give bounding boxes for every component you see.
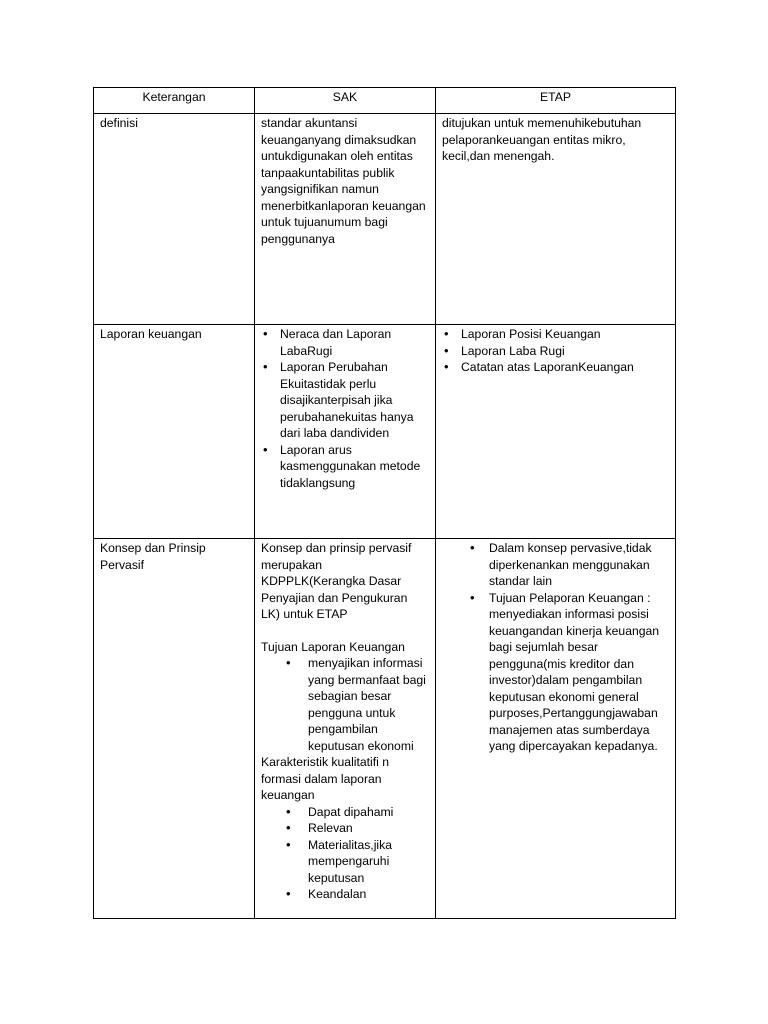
- table-header-row: [94, 88, 676, 114]
- sak-laporan-list: [261, 326, 429, 491]
- table-row: [94, 114, 676, 325]
- list-item: • menyajikan informasi yang bermanfaat bagi sebagian besar pengguna untuk pengambilan keputusan ekonomi: [283, 655, 429, 754]
- sak-karakteristik-title: Karakteristik kualitatifi n formasi dalam laporan keuangan: [261, 755, 390, 802]
- list-item: • Tujuan Pelaporan Keuangan : menyediakan informasi posisi keuangandan kinerja keuangan bagi sejumlah besar pengguna(mis kreditor dan investor)dalam pengambilan keputusan ekonomi general purposes,Pertanggungjawaban manajemen atas sumberdaya yang dipercayakan kepadanya.: [464, 590, 669, 755]
- etap-konsep-list: [464, 540, 669, 755]
- header-etap: ETAP: [436, 88, 676, 114]
- sak-tujuan-list: [283, 655, 429, 754]
- table-row: [94, 325, 676, 539]
- list-item: • Catatan atas LaporanKeuangan: [442, 359, 669, 376]
- etap-laporan-keuangan: [436, 325, 676, 539]
- sak-karakteristik-list: [283, 804, 429, 903]
- header-keterangan: Keterangan: [94, 88, 255, 114]
- header-sak: SAK: [255, 88, 436, 114]
- row-label-laporan-keuangan: Laporan keuangan: [94, 325, 255, 539]
- row-label-konsep-prinsip: Konsep dan Prinsip Pervasif: [94, 539, 255, 919]
- etap-definisi: ditujukan untuk memenuhikebutuhan pelaporankeuangan entitas mikro, kecil,dan menengah.: [436, 114, 676, 325]
- list-item: • Laporan arus kasmenggunakan metode tidaklangsung: [261, 442, 429, 492]
- list-item: • Laporan Perubahan Ekuitastidak perlu disajikanterpisah jika perubahanekuitas hanya dari laba dandividen: [261, 359, 429, 442]
- list-item: • Neraca dan Laporan LabaRugi: [261, 326, 429, 359]
- list-item: • Dapat dipahami: [283, 804, 429, 821]
- etap-konsep-prinsip: [436, 539, 676, 919]
- list-item: • Laporan Posisi Keuangan: [442, 326, 669, 343]
- list-item: • Laporan Laba Rugi: [442, 343, 669, 360]
- row-label-definisi: definisi: [94, 114, 255, 325]
- sak-tujuan-title: Tujuan Laporan Keuangan: [261, 639, 405, 654]
- list-item: • Dalam konsep pervasive,tidak diperkenankan menggunakan standar lain: [464, 540, 669, 590]
- comparison-table: [93, 87, 676, 919]
- list-item: • Keandalan: [283, 886, 429, 903]
- list-item: • Materialitas,jika mempengaruhi keputusan: [283, 837, 429, 887]
- sak-konsep-prinsip: [255, 539, 436, 919]
- table-row: [94, 539, 676, 919]
- etap-laporan-list: [442, 326, 669, 376]
- list-item: • Relevan: [283, 820, 429, 837]
- sak-laporan-keuangan: [255, 325, 436, 539]
- sak-definisi: standar akuntansi keuanganyang dimaksudkan untukdigunakan oleh entitas tanpaakuntabilitas publik yangsignifikan namun menerbitkanlaporan keuangan untuk tujuanumum bagi penggunanya: [255, 114, 436, 325]
- sak-konsep-intro: Konsep dan prinsip pervasif merupakan KDPPLK(Kerangka Dasar Penyajian dan Pengukuran LK) untuk ETAP: [261, 541, 412, 621]
